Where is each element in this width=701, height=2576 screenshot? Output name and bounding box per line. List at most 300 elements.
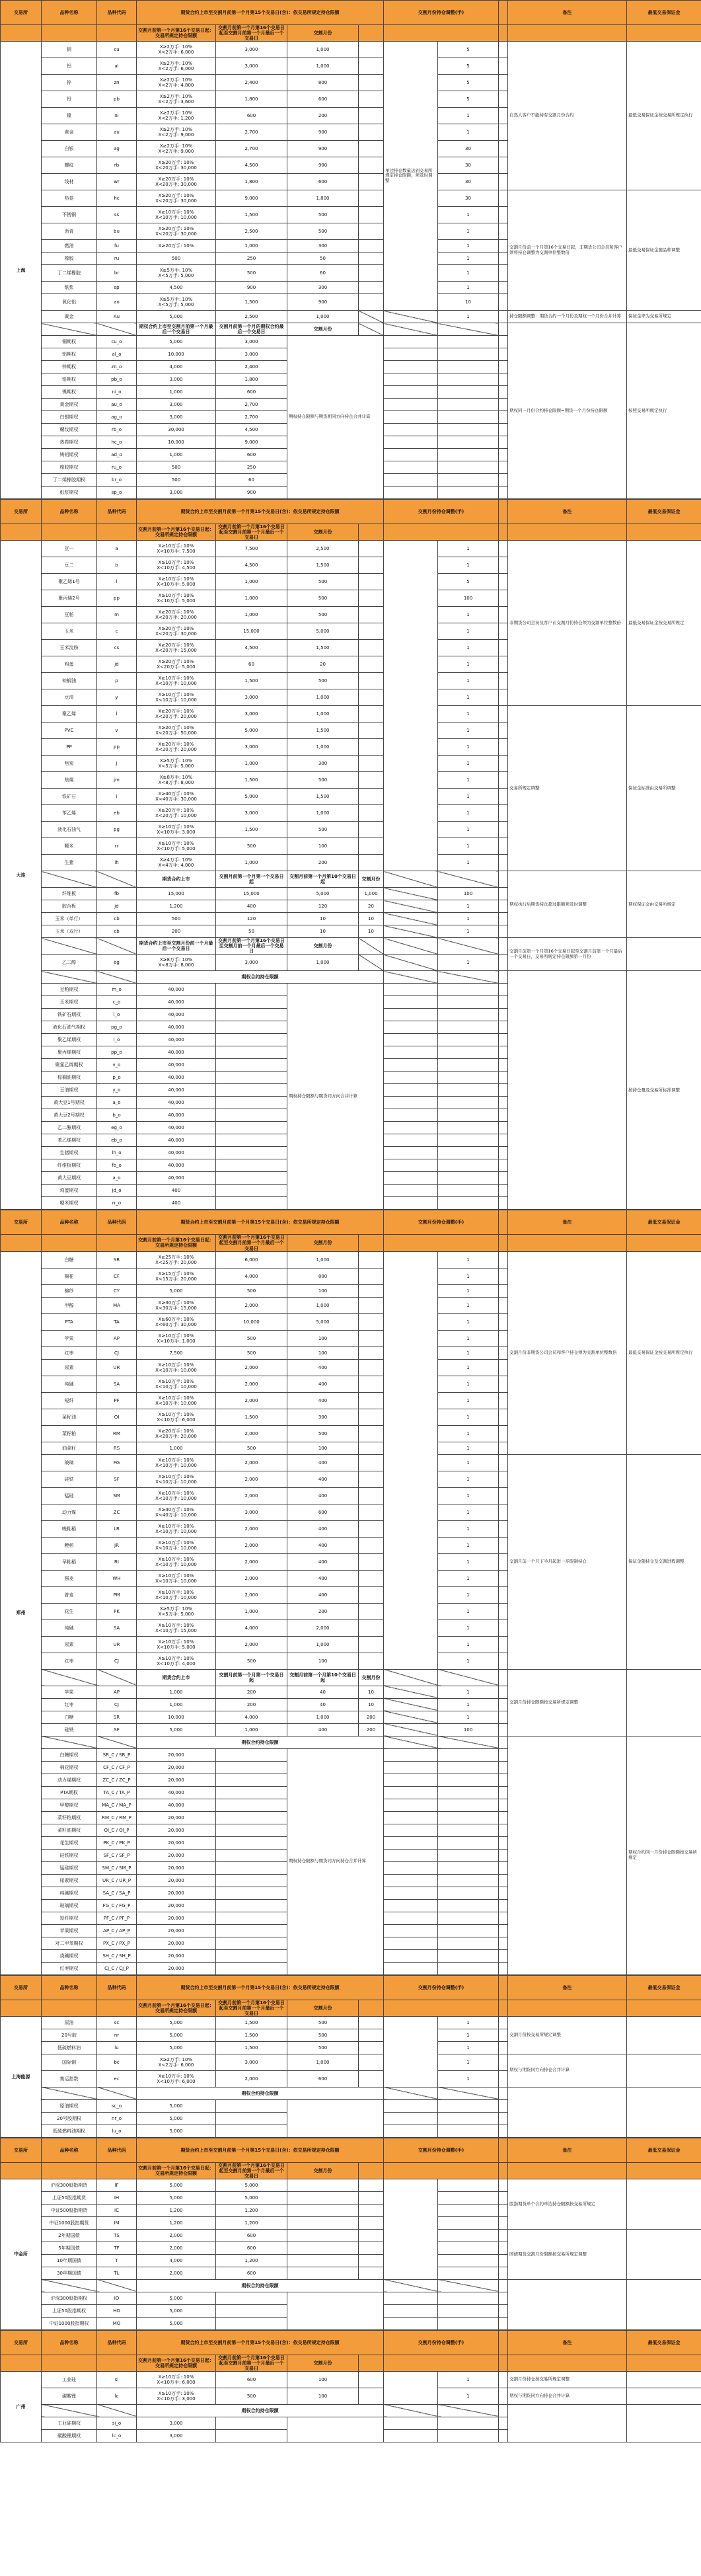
limit-c: 100 (287, 1653, 359, 1669)
gap-cell (499, 1147, 508, 1159)
option-code: p_o (97, 1072, 137, 1084)
option-code: PK_C / PK_P (97, 1836, 137, 1849)
product-name: 螺纹 (42, 157, 97, 174)
limit-c: 2,500 (287, 541, 359, 557)
table-gfex (0, 2330, 701, 2442)
option-name: 纯碱期权 (42, 1887, 97, 1899)
product-name: 燃油 (42, 240, 97, 253)
limit-b: 2,000 (216, 1553, 287, 1570)
limit-a: X≥20万手: 10% X<20万手: 5,000 (137, 656, 216, 673)
gap-cell (499, 590, 508, 607)
option-name: 锌期权 (42, 361, 97, 373)
gap-cell (499, 2267, 508, 2279)
blank-cell (438, 449, 499, 461)
gap-cell (499, 2404, 508, 2417)
gap-cell (499, 323, 508, 336)
product-code: T (97, 2254, 137, 2267)
section-czce (0, 1210, 701, 1974)
limit-b: 1,000 (216, 1603, 287, 1620)
blank-cell (384, 436, 438, 449)
subheader-row (1, 524, 701, 541)
limit-d (359, 1297, 384, 1313)
hold-change: 1 (438, 739, 499, 756)
gap-cell (499, 996, 508, 1009)
product-code: ec (97, 2070, 137, 2087)
limit-a: X≥20万手: 10% X<20万手: 50,000 (137, 722, 216, 739)
option-name: 聚氯乙烯期权 (42, 1059, 97, 1072)
gap-cell (499, 58, 508, 75)
gap-cell (499, 1313, 508, 1330)
limit-a: 2,000 (137, 2267, 216, 2279)
option-name: 苹果期权 (42, 1924, 97, 1937)
limit-b: 600 (216, 2371, 287, 2388)
limit-d: 200 (359, 1723, 384, 1736)
limit-b: 600 (216, 108, 287, 124)
limit-d: 10 (359, 1686, 384, 1698)
limit-b: 2,000 (216, 1471, 287, 1487)
blank-cell (384, 411, 438, 424)
hold-change: 1 (438, 240, 499, 253)
gap-cell (499, 75, 508, 91)
option-limit-b (216, 2099, 287, 2112)
gap-cell (499, 2112, 508, 2125)
product-code: OI (97, 1409, 137, 1425)
limit-b: 3,000 (216, 42, 287, 58)
option-code: RM_C / RM_P (97, 1811, 137, 1824)
option-code: rb_o (97, 424, 137, 436)
option-name: 镍期权 (42, 386, 97, 399)
option-name: 聚丙烯期权 (42, 1046, 97, 1059)
limit-d (359, 2254, 384, 2267)
limit-c: 1,000 (287, 706, 359, 722)
limit-a: X≥30万手: 10% X<30万手: 15,000 (137, 1297, 216, 1313)
gap-cell (499, 141, 508, 157)
table-row (1, 706, 701, 722)
gap-cell (499, 855, 508, 871)
options-title: 期权合约持仓限额 (137, 2087, 384, 2099)
limit-a: X≥20万手: 10% (137, 240, 216, 253)
side-note (384, 1251, 438, 1669)
gap-cell (499, 1962, 508, 1974)
blank-cell (42, 2404, 97, 2417)
gap-cell (499, 348, 508, 361)
product-name: 红枣 (42, 1698, 97, 1711)
product-name: 油菜籽 (42, 1442, 97, 1454)
options-title: 期权合约持仓限额 (137, 1736, 384, 1748)
limit-c: 400 (287, 1392, 359, 1409)
limit-b: 50 (216, 925, 287, 938)
gap-cell (499, 474, 508, 487)
gap-cell (499, 2229, 508, 2242)
blank-cell (384, 1937, 438, 1949)
option-limit-b (216, 1824, 287, 1836)
limit-b: 400 (216, 900, 287, 913)
option-name: 低硫燃料油期权 (42, 2125, 97, 2137)
gap-cell (499, 157, 508, 174)
gap-cell (499, 541, 508, 557)
gap-cell (499, 294, 508, 311)
limit-c: 800 (287, 75, 359, 91)
gap-cell (499, 1887, 508, 1899)
limit-a: 200 (137, 925, 216, 938)
option-code: HO (97, 2304, 137, 2317)
option-name: 棉花期权 (42, 1761, 97, 1774)
gap-cell (499, 1799, 508, 1811)
product-name: 玉米（双行） (42, 925, 97, 938)
option-limit-a: 40,000 (137, 1009, 216, 1021)
hold-change: 1 (438, 223, 499, 240)
product-code: wr (97, 174, 137, 190)
limit-b: 3,000 (216, 739, 287, 756)
header-exchange: 交易所 (1, 2330, 42, 2355)
tail-1 (627, 2179, 701, 2229)
option-name: 工业硅期权 (42, 2417, 97, 2429)
product-code: lh (97, 855, 137, 871)
gap-cell (499, 1849, 508, 1861)
product-name: 菜籽粕 (42, 1425, 97, 1442)
hold-change: 5 (438, 58, 499, 75)
option-limit-b (216, 2317, 287, 2329)
option-limit-a: 20,000 (137, 1937, 216, 1949)
blank-cell (438, 1669, 499, 1686)
blank-cell (42, 323, 97, 336)
sub-d: 交割月份 (359, 871, 384, 888)
blank-cell (438, 348, 499, 361)
sub-gap (97, 25, 137, 42)
gap-cell (499, 2070, 508, 2087)
option-limit-a: 5,000 (137, 2317, 216, 2329)
limit-c: 500 (287, 772, 359, 789)
limit-c (287, 2254, 359, 2267)
option-name: 丁二烯橡胶期权 (42, 474, 97, 487)
limit-c (287, 2216, 359, 2229)
header-gap (499, 2330, 508, 2355)
gap-cell (499, 1359, 508, 1376)
blank-cell (438, 2279, 499, 2292)
gap-cell (499, 1520, 508, 1537)
option-limit-a: 1,000 (137, 386, 216, 399)
option-limit-a: 400 (137, 1185, 216, 1197)
limit-a: X≥10万手: 10% X<10万手: 6,000 (137, 2371, 216, 2388)
gap-cell (499, 1698, 508, 1711)
hold-change: 1 (438, 2054, 499, 2070)
sub-gap (97, 1235, 137, 1251)
option-limit-a: 5,000 (137, 2112, 216, 2125)
hold-change: 1 (438, 1471, 499, 1487)
limit-b: 2,000 (216, 1376, 287, 1392)
sub-gap (499, 25, 508, 42)
limit-a: X≥20万手: 10% X<20万手: 20,000 (137, 739, 216, 756)
hold-change: 1 (438, 541, 499, 557)
option-name: 白糖期权 (42, 1748, 97, 1761)
option-code: a_o (97, 1097, 137, 1109)
option-limit-b: 1,800 (216, 373, 287, 386)
gap-cell (499, 805, 508, 822)
gap-cell (499, 190, 508, 207)
product-name: 菜籽油 (42, 1409, 97, 1425)
opt-head-b: 交割月前第一个月的期权合约最后一个交易日 (216, 323, 287, 336)
option-code: jd_o (97, 1185, 137, 1197)
limit-c: 500 (287, 2016, 359, 2029)
limit-b: 200 (216, 1686, 287, 1698)
product-name: 动力煤 (42, 1504, 97, 1520)
blank-cell (438, 487, 499, 499)
option-limit-a: 3,000 (137, 2429, 216, 2442)
limit-b: 2,000 (216, 2070, 287, 2087)
blank-cell (438, 1197, 499, 1210)
blank-cell (438, 2429, 499, 2442)
product-code: eb (97, 805, 137, 822)
blank-cell (384, 1811, 438, 1824)
option-code: l_o (97, 1034, 137, 1046)
limit-c: 100 (287, 2371, 359, 2388)
option-limit-b (216, 1021, 287, 1034)
product-name: 胶合板 (42, 900, 97, 913)
limit-d (359, 2204, 384, 2216)
header-exchange: 交易所 (1, 2138, 42, 2162)
header-code: 品种代码 (97, 500, 137, 524)
blank-cell (359, 311, 384, 323)
limit-c: 500 (287, 574, 359, 590)
gap-cell (499, 1711, 508, 1723)
product-code: lu (97, 2041, 137, 2054)
blank-cell (438, 386, 499, 399)
option-name: 生猪期权 (42, 1147, 97, 1159)
option-name: 棕榈油期权 (42, 1072, 97, 1084)
gap-cell (499, 1553, 508, 1570)
limit-a: X≥20万手: 10% X<20万手: 20,000 (137, 1425, 216, 1442)
limit-d (359, 2229, 384, 2242)
option-code: AP_C / AP_P (97, 1924, 137, 1937)
option-name: 硅铁期权 (42, 1849, 97, 1861)
limit-d: 20 (359, 900, 384, 913)
option-name: 液化石油气期权 (42, 1021, 97, 1034)
limit-c (287, 2179, 359, 2191)
limit-b: 1,200 (216, 2254, 287, 2267)
limit-d (359, 2242, 384, 2254)
product-name: 聚乙烯1号 (42, 574, 97, 590)
side-note (384, 2371, 438, 2404)
limit-b: 2,700 (216, 141, 287, 157)
header-exchange: 交易所 (1, 1975, 42, 2000)
blank-cell (384, 2304, 438, 2317)
limit-d: 1,000 (359, 888, 384, 900)
product-name: 纸浆 (42, 282, 97, 294)
gap-cell (499, 1021, 508, 1034)
blank-cell (384, 311, 438, 323)
side-note: 单边持仓数量达到交易所规定持仓限额，须及时调整 (384, 42, 438, 311)
gap-cell (499, 1723, 508, 1736)
gap-cell (499, 706, 508, 722)
option-limit-b (216, 1009, 287, 1021)
limit-b: 600 (216, 2229, 287, 2242)
product-code: TS (97, 2229, 137, 2242)
limit-a: X≥20万手: 10% X<20万手: 30,000 (137, 623, 216, 640)
product-name: 白银 (42, 141, 97, 157)
hold-change: 1 (438, 1251, 499, 1268)
sub-gap (1, 1235, 42, 1251)
option-limit-a: 20,000 (137, 1912, 216, 1924)
gap-cell (499, 888, 508, 900)
hold-change: 1 (438, 640, 499, 656)
blank-cell (42, 938, 97, 955)
product-code: CJ (97, 1698, 137, 1711)
option-limit-b (216, 1786, 287, 1799)
limit-a: X≥10万手: 10% X<10万手: 10,000 (137, 689, 216, 706)
option-code: au_o (97, 399, 137, 411)
blank-cell (438, 1949, 499, 1962)
blank-cell (384, 336, 438, 348)
option-limit-a: 3,000 (137, 487, 216, 499)
blank-cell (438, 1874, 499, 1887)
option-code: OI_C / OI_P (97, 1824, 137, 1836)
option-name: 短纤期权 (42, 1912, 97, 1924)
product-code: CJ (97, 1347, 137, 1359)
limit-c: 1,000 (287, 2054, 359, 2070)
option-limit-b (216, 1109, 287, 1122)
option-name: 黄大豆1号期权 (42, 1097, 97, 1109)
gap-cell (499, 2317, 508, 2329)
limit-a: X≥5万手: 10% X<5万手: 5,000 (137, 265, 216, 282)
options-title: 期权合约持仓限额 (137, 2279, 384, 2292)
limit-b: 3,000 (216, 1504, 287, 1520)
opt-remark (508, 971, 627, 1210)
option-name: 乙二醇期权 (42, 1122, 97, 1134)
gap-cell (499, 1937, 508, 1949)
product-code: nr (97, 2029, 137, 2041)
hold-change (438, 2267, 499, 2279)
product-name: 普麦 (42, 1586, 97, 1603)
sub-limit-c: 交割月份 (287, 1235, 359, 1251)
product-code: SA (97, 1376, 137, 1392)
limit-b: 250 (216, 253, 287, 265)
limit-b: 10,000 (216, 1313, 287, 1330)
header-limit-change: 最低交易保证金 (627, 2138, 701, 2162)
table-shfe (0, 0, 701, 499)
limit-b: 3,000 (216, 805, 287, 822)
option-name: 黄金期权 (42, 399, 97, 411)
option-code: nr_o (97, 2112, 137, 2125)
option-code: pg_o (97, 1021, 137, 1034)
gap-cell (499, 282, 508, 294)
limit-b: 2,500 (216, 311, 287, 323)
blank-cell (384, 1686, 438, 1698)
limit-a: 5,000 (137, 2179, 216, 2191)
blank-cell (438, 2087, 499, 2099)
product-name: 焦煤 (42, 772, 97, 789)
blank-cell (384, 1723, 438, 1736)
limit-c: 200 (287, 1603, 359, 1620)
option-name: 豆粕期权 (42, 984, 97, 996)
side-note (384, 2179, 438, 2279)
limit-a: 2,000 (137, 2242, 216, 2254)
header-main-limit: 期货合约上市至交割月前第一个月第15个交易日(含)：依交易所规定持仓限额 (137, 1, 384, 25)
limit-a: X≥15万手: 10% X<15万手: 20,000 (137, 1268, 216, 1284)
limit-c: 600 (287, 1504, 359, 1520)
option-code: SM_C / SM_P (97, 1861, 137, 1874)
limit-b: 1,500 (216, 2041, 287, 2054)
limit-c: 400 (287, 1376, 359, 1392)
product-code: rb (97, 157, 137, 174)
limit-a: X≥10万手: 10% X<10万手: 10,000 (137, 1570, 216, 1586)
opt-note: 期权持仓限额与期货同方向合并计算 (287, 984, 384, 1210)
option-limit-a: 40,000 (137, 1097, 216, 1109)
option-limit-b (216, 1861, 287, 1874)
gap-cell (499, 240, 508, 253)
gap-cell (499, 1912, 508, 1924)
blank-cell (384, 2317, 438, 2329)
blank-cell (42, 871, 97, 888)
limit-b: 1,000 (216, 240, 287, 253)
blank-cell (384, 1084, 438, 1097)
gap-cell (499, 938, 508, 955)
limit-a: X≥20万手: 10% X<20万手: 30,000 (137, 223, 216, 240)
option-limit-b (216, 1046, 287, 1059)
blank-cell (438, 871, 499, 888)
remark-4 (627, 2087, 701, 2137)
limit-b: 4,500 (216, 557, 287, 574)
gap-cell (499, 253, 508, 265)
blank-cell (359, 955, 384, 971)
option-name: 热卷期权 (42, 436, 97, 449)
option-code: lc_o (97, 2429, 137, 2442)
limit-b: 2,000 (216, 1297, 287, 1313)
product-name: 铜 (42, 42, 97, 58)
limit-b: 4,000 (216, 1268, 287, 1284)
gap-cell (499, 207, 508, 223)
opt-note: 期权持仓限额与期货同方向持仓合并计算 (287, 1748, 384, 1974)
option-limit-b: 9,000 (216, 436, 287, 449)
hold-change: 1 (438, 2070, 499, 2087)
hold-change: 1 (438, 1620, 499, 1636)
blank-cell (438, 1774, 499, 1786)
option-limit-b (216, 1962, 287, 1974)
product-code: cs (97, 640, 137, 656)
option-limit-b (216, 1761, 287, 1774)
limit-c: 1,500 (287, 722, 359, 739)
option-limit-a: 40,000 (137, 984, 216, 996)
limit-c: 20 (287, 656, 359, 673)
options-title: 期权合约持仓限额 (137, 2404, 384, 2417)
limit-d (359, 141, 384, 157)
tail-1: 最低交易保证金按交易所规定 (627, 541, 701, 706)
gap-cell (499, 411, 508, 424)
option-limit-a: 3,000 (137, 399, 216, 411)
hold-change: 1 (438, 2016, 499, 2029)
hold-change: 5 (438, 91, 499, 108)
limit-a: 7,500 (137, 1347, 216, 1359)
option-name: 螺纹期权 (42, 424, 97, 436)
product-code: p (97, 673, 137, 689)
limit-c: 1,000 (287, 1297, 359, 1313)
option-limit-a: 40,000 (137, 1786, 216, 1799)
hold-change: 100 (438, 888, 499, 900)
blank-cell (438, 1861, 499, 1874)
limit-d (359, 1553, 384, 1570)
subheader-row (1, 1235, 701, 1251)
opt-remark: 期权同一月份合约持仓限额=期货一个月份持仓限额 (508, 323, 627, 499)
limit-b: 3,000 (216, 955, 287, 971)
product-name: 早籼稻 (42, 1553, 97, 1570)
limit-b: 3,000 (216, 706, 287, 722)
hold-change: 1 (438, 623, 499, 640)
limit-c: 40 (287, 1686, 359, 1698)
limit-d (359, 58, 384, 75)
blank-cell (438, 1046, 499, 1059)
product-name: 国际铜 (42, 2054, 97, 2070)
header-remarks: 备注 (508, 2138, 627, 2162)
header-remarks: 备注 (508, 1, 627, 25)
